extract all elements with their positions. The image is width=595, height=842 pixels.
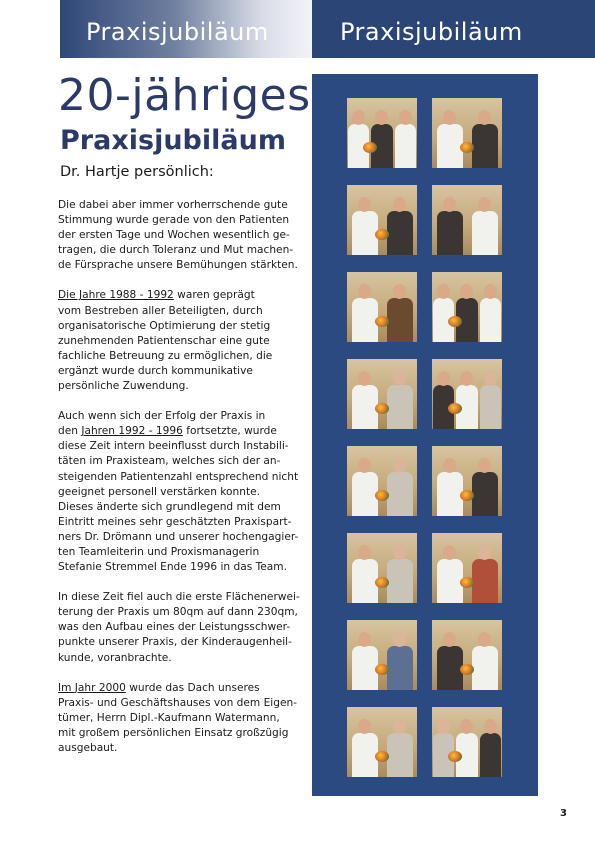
person-head (437, 284, 450, 299)
underlined-period: Die Jahre 1988 - 1992 (58, 289, 174, 302)
paragraph-5 (58, 681, 298, 756)
gallery-photo (347, 620, 417, 690)
person-head (478, 110, 491, 125)
text-line: Praxis- und Geschäftshauses von dem Eigen- (58, 696, 298, 709)
person-head (460, 719, 473, 734)
person-figure (480, 278, 501, 342)
text-line (58, 681, 290, 696)
text-line: ausgebaut. (58, 742, 118, 754)
person-figure (456, 713, 477, 777)
person-body (437, 211, 463, 255)
person-head (393, 284, 406, 299)
text-fragment: den (58, 425, 82, 438)
person-head (443, 458, 456, 473)
person-head (358, 284, 371, 299)
photo-gallery-panel (312, 74, 538, 796)
text-line (58, 424, 290, 439)
text-line: vom Bestreben aller Beteiligten, durch (58, 304, 263, 317)
person-figure (480, 713, 501, 777)
person-head (358, 197, 371, 212)
text-line: zunehmenden Patientenschar eine gute (58, 334, 270, 347)
person-figure (472, 626, 498, 690)
person-head (393, 719, 406, 734)
person-body (387, 211, 413, 255)
paragraph-2 (58, 288, 290, 394)
flower-bouquet (375, 664, 389, 675)
text-fragment: waren geprägt (173, 289, 255, 302)
person-figure (352, 191, 378, 255)
person-figure (456, 278, 477, 342)
text-line: diese Zeit intern beeinflusst durch Instabili- (58, 440, 289, 453)
person-head (443, 632, 456, 647)
person-figure (387, 278, 413, 342)
gallery-photo (432, 620, 502, 690)
person-body (437, 472, 463, 516)
person-body (352, 385, 378, 429)
person-body (437, 124, 463, 168)
paragraph-1 (58, 198, 298, 273)
person-body (472, 559, 498, 603)
person-head (352, 110, 365, 125)
person-figure (472, 191, 498, 255)
person-body (472, 472, 498, 516)
person-figure (472, 104, 498, 168)
text-line: geeignet personell verstärken konnte. (58, 485, 260, 498)
person-body (437, 646, 463, 690)
person-figure (480, 365, 501, 429)
person-figure (352, 539, 378, 603)
person-figure (437, 104, 463, 168)
person-head (437, 719, 450, 734)
text-line: organisatorische Optimierung der stetig (58, 319, 271, 332)
person-head (393, 632, 406, 647)
text-line: ners Dr. Drömann und unserer hochengagier- (58, 530, 299, 543)
person-head (460, 371, 473, 386)
gallery-photo (347, 446, 417, 516)
author-line: Dr. Hartje persönlich: (60, 164, 214, 180)
person-figure (437, 191, 463, 255)
text-line (58, 288, 290, 303)
flower-bouquet (460, 490, 474, 501)
person-figure (352, 452, 378, 516)
header-title-left: Praxisjubiläum (86, 18, 269, 46)
person-body (352, 559, 378, 603)
person-body (472, 646, 498, 690)
person-body (352, 211, 378, 255)
text-line: was den Aufbau eines der Leistungsschwer- (58, 621, 291, 634)
person-figure (352, 713, 378, 777)
person-figure (387, 452, 413, 516)
person-body (387, 646, 413, 690)
person-figure (472, 452, 498, 516)
flower-bouquet (375, 751, 389, 762)
flower-bouquet (375, 490, 389, 501)
paragraph-3 (58, 409, 299, 575)
person-body (480, 385, 501, 429)
flower-bouquet (375, 403, 389, 414)
person-head (393, 458, 406, 473)
gallery-photo (347, 272, 417, 342)
text-line: steigenden Patientenzahl entsprechend nicht (58, 470, 299, 483)
person-body (437, 559, 463, 603)
gallery-photo (347, 359, 417, 429)
text-line: punkte unserer Praxis, der Kinderaugenheil- (58, 636, 292, 649)
text-line: Eintritt meines sehr geschätzten Praxispart- (58, 515, 292, 528)
text-line: tragen, die durch Toleranz und Mut machen- (58, 244, 294, 257)
person-figure (472, 539, 498, 603)
flower-bouquet (460, 142, 474, 153)
person-head (484, 719, 497, 734)
gallery-photo (432, 446, 502, 516)
article-body (58, 198, 300, 771)
person-figure (437, 539, 463, 603)
text-line: ten Teamleiterin und Proxismanagerin (58, 545, 260, 558)
header-band-right (312, 0, 595, 58)
person-body (352, 733, 378, 777)
text-line: der ersten Tage und Wochen wesentlich ge- (58, 229, 290, 242)
person-figure (433, 365, 454, 429)
text-line: ergänzt wurde durch kommunikative (58, 364, 253, 377)
person-body (387, 385, 413, 429)
person-head (443, 110, 456, 125)
person-body (387, 559, 413, 603)
gallery-photo (432, 707, 502, 777)
person-body (480, 298, 501, 342)
text-line: terung der Praxis um 80qm auf dann 230qm, (58, 606, 298, 619)
person-figure (352, 365, 378, 429)
page-subtitle: Praxisjubiläum (60, 125, 286, 156)
person-figure (387, 191, 413, 255)
person-head (358, 458, 371, 473)
text-line: Auch wenn sich der Erfolg der Praxis in (58, 410, 266, 423)
person-figure (437, 626, 463, 690)
gallery-photo (432, 185, 502, 255)
flower-bouquet (375, 229, 389, 240)
paragraph-4 (58, 590, 300, 665)
person-figure (387, 365, 413, 429)
person-head (460, 284, 473, 299)
person-head (484, 371, 497, 386)
person-figure (437, 452, 463, 516)
person-head (375, 110, 388, 125)
text-line: Stefanie Stremmel Ende 1996 in das Team. (58, 561, 287, 574)
text-line: tümer, Herrn Dipl.-Kaufmann Watermann, (58, 711, 280, 724)
person-figure (387, 539, 413, 603)
person-head (358, 632, 371, 647)
person-head (478, 197, 491, 212)
person-body (387, 733, 413, 777)
person-head (443, 545, 456, 560)
gallery-photo (347, 707, 417, 777)
person-body (472, 124, 498, 168)
person-figure (387, 713, 413, 777)
text-line: persönliche Zuwendung. (58, 380, 189, 393)
person-head (443, 197, 456, 212)
flower-bouquet (460, 577, 474, 588)
person-body (352, 646, 378, 690)
person-figure (348, 104, 369, 168)
text-line: mit großem persönlichen Einsatz großzügig (58, 726, 289, 739)
text-line: Stimmung wurde gerade von den Patienten (58, 214, 290, 227)
text-line: Dieses änderte sich grundlegend mit dem (58, 500, 281, 513)
person-figure (352, 626, 378, 690)
underlined-period: Jahren 1992 - 1996 (81, 425, 183, 438)
flower-bouquet (375, 316, 389, 327)
person-body (352, 472, 378, 516)
flower-bouquet (460, 664, 474, 675)
gallery-photo (347, 533, 417, 603)
underlined-period: Im Jahr 2000 (58, 681, 126, 694)
person-head (358, 371, 371, 386)
person-body (387, 472, 413, 516)
person-figure (371, 104, 392, 168)
text-line: kunde, voranbrachte. (58, 651, 172, 664)
person-head (393, 545, 406, 560)
text-line: de Fürsprache unsere Bemühungen stärkten. (58, 259, 298, 272)
page-number: 3 (560, 808, 567, 819)
person-body (472, 211, 498, 255)
text-fragment: fortsetzte, wurde (182, 425, 277, 438)
text-line: In diese Zeit fiel auch die erste Flächenerwei- (58, 591, 300, 604)
person-figure (352, 278, 378, 342)
person-head (484, 284, 497, 299)
person-body (387, 298, 413, 342)
person-head (478, 458, 491, 473)
person-head (358, 545, 371, 560)
person-head (478, 632, 491, 647)
text-line: fachliche Betreuung zu ermöglichen, die (58, 349, 273, 362)
person-head (358, 719, 371, 734)
text-line: Die dabei aber immer vorherrschende gute (58, 199, 288, 211)
flower-bouquet (375, 577, 389, 588)
page-title: 20-jähriges (58, 70, 311, 121)
person-body (395, 124, 416, 168)
person-head (437, 371, 450, 386)
person-head (478, 545, 491, 560)
person-body (352, 298, 378, 342)
text-fragment: wurde das Dach unseres (125, 681, 260, 694)
person-figure (395, 104, 416, 168)
gallery-photo (432, 98, 502, 168)
person-figure (387, 626, 413, 690)
person-figure (456, 365, 477, 429)
person-body (480, 733, 501, 777)
header-title-right: Praxisjubiläum (340, 18, 523, 46)
gallery-photo (432, 533, 502, 603)
person-head (399, 110, 412, 125)
gallery-photo (347, 185, 417, 255)
gallery-photo (347, 98, 417, 168)
text-line: täten im Praxisteam, welches sich der an- (58, 455, 281, 468)
person-figure (433, 278, 454, 342)
person-head (393, 197, 406, 212)
gallery-photo (432, 359, 502, 429)
person-figure (433, 713, 454, 777)
header-band-left (60, 0, 312, 58)
gallery-photo (432, 272, 502, 342)
person-head (393, 371, 406, 386)
